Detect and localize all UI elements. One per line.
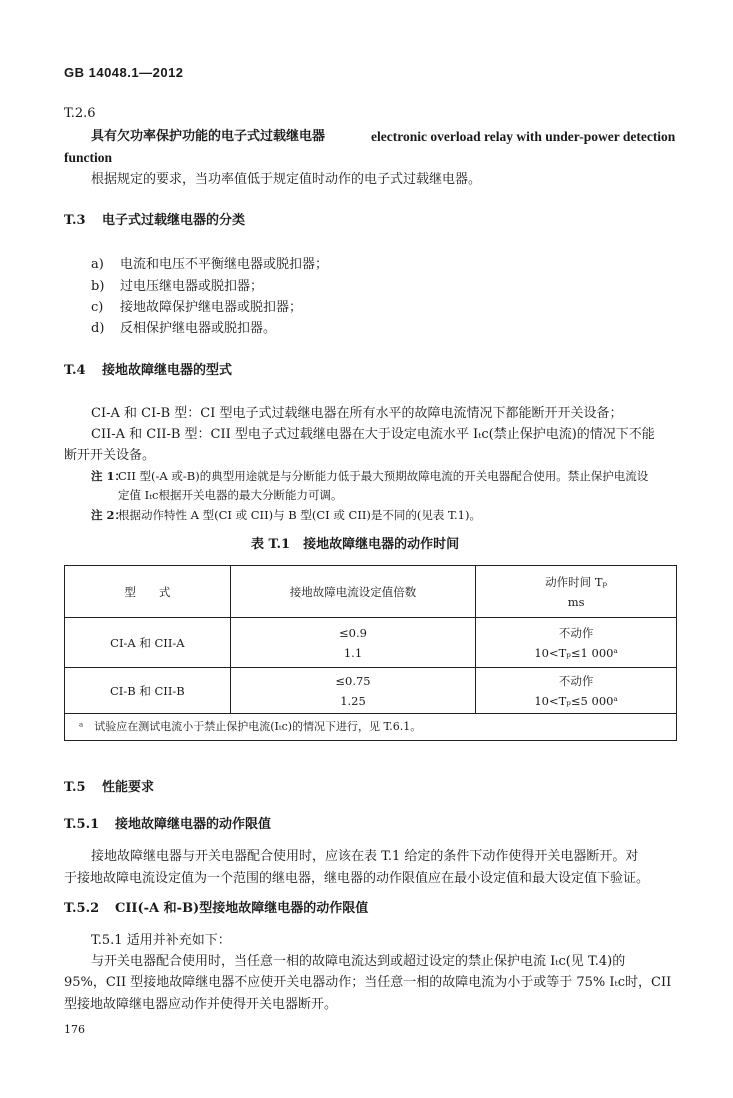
cell-time (476, 668, 677, 714)
paragraph-cont: 断开开关设备。 (64, 448, 156, 463)
term-definition: 根据规定的要求，当功率值低于规定值时动作的电子式过载继电器。 (91, 172, 482, 187)
note-text: CII 型(-A 或-B)的典型用途就是与分断能力低于最大预期故障电流的开关电器配合使用。禁止保护电流设 (118, 469, 649, 483)
table-row (65, 668, 677, 714)
header-multiple: 接地故障电流设定值倍数 (230, 566, 476, 618)
paragraph-cont: 95%，CII 型接地故障继电器不应使开关电器动作；当任意一相的故障电流为小于或等于 75% Iₜc时，CII (64, 975, 672, 990)
paragraph: CI-A 和 CI-B 型：CI 型电子式过载继电器在所有水平的故障电流情况下都能断开开关设备； (91, 406, 623, 421)
section-number-t3: T.3 (64, 213, 86, 228)
operating-time-table (64, 565, 677, 741)
list-item: 接地故障保护继电器或脱扣器； (120, 300, 303, 315)
section-number-t26: T.2.6 (64, 106, 96, 121)
cell-time (476, 618, 677, 668)
cell-multiple-line: ≤0.9 (339, 625, 367, 640)
section-title-t5: 性能要求 (102, 780, 155, 795)
section-title-t4: 接地故障继电器的型式 (102, 363, 233, 378)
section-title-t52: CII(-A 和-B)型接地故障继电器的动作限值 (115, 901, 369, 916)
table-footnote: ᵃ 试验应在测试电流小于禁止保护电流(Iₜc)的情况下进行，见 T.6.1。 (65, 714, 677, 741)
section-number-t51: T.5.1 (64, 817, 100, 832)
list-item-marker: c) (91, 300, 104, 315)
section-number-t5: T.5 (64, 780, 86, 795)
cell-time-line: 不动作 (558, 673, 594, 688)
table-row (65, 618, 677, 668)
note-label: 注 1： (91, 469, 127, 483)
header-time-label: 动作时间 Tₚ (545, 574, 608, 589)
header-time-unit: ms (567, 594, 585, 609)
list-item: 反相保护继电器或脱扣器。 (120, 321, 277, 336)
term-title-en-cont: function (64, 150, 113, 165)
paragraph: CII-A 和 CII-B 型：CII 型电子式过载继电器在大于设定电流水平 Iₜc(禁止保护电流)的情况下不能 (91, 427, 655, 442)
paragraph-cont: 型接地故障继电器应动作并使得开关电器断开。 (64, 997, 338, 1012)
header-type: 型 式 (65, 566, 231, 618)
section-number-t52: T.5.2 (64, 901, 100, 916)
section-title-t51: 接地故障继电器的动作限值 (115, 817, 272, 832)
cell-multiple (230, 668, 476, 714)
cell-type: CI-A 和 CII-A (65, 618, 231, 668)
note-text: 根据动作特性 A 型(CI 或 CII)与 B 型(CI 或 CII)是不同的(见表 T.1)。 (118, 508, 481, 522)
page-number: 176 (64, 1023, 85, 1036)
list-item-marker: b) (91, 279, 105, 294)
note-text-cont: 定值 Iₜc根据开关电器的最大分断能力可调。 (118, 488, 343, 502)
list-item: 过电压继电器或脱扣器； (120, 279, 264, 294)
cell-time-line: 不动作 (558, 625, 594, 640)
cell-multiple (230, 618, 476, 668)
cell-type: CI-B 和 CII-B (65, 668, 231, 714)
standard-code: GB 14048.1—2012 (64, 65, 184, 80)
paragraph-cont: 于接地故障电流设定值为一个范围的继电器，继电器的动作限值应在最小设定值和最大设定值下验证。 (64, 871, 650, 886)
paragraph: 与开关电器配合使用时，当任意一相的故障电流达到或超过设定的禁止保护电流 Iₜc(见 T.4)的 (91, 954, 626, 969)
cell-time-line: 10<Tₚ≤1 000ᵃ (534, 645, 618, 660)
cell-multiple-line: 1.1 (343, 645, 363, 660)
table-caption: 表 T.1 接地故障继电器的动作时间 (251, 537, 460, 552)
list-item-marker: d) (91, 321, 105, 336)
paragraph: T.5.1 适用并补充如下： (91, 933, 231, 948)
list-item: 电流和电压不平衡继电器或脱扣器； (120, 257, 329, 272)
note-label: 注 2： (91, 508, 127, 522)
table-header-row (65, 566, 677, 618)
table-footnote-row (65, 714, 677, 741)
term-title-cn: 具有欠功率保护功能的电子式过载继电器 (91, 129, 326, 144)
list-item-marker: a) (91, 257, 104, 272)
term-title-en: electronic overload relay with under-power detection (371, 129, 676, 144)
cell-multiple-line: 1.25 (340, 693, 366, 708)
cell-multiple-line: ≤0.75 (335, 673, 371, 688)
paragraph: 接地故障继电器与开关电器配合使用时，应该在表 T.1 给定的条件下动作使得开关电器断开。对 (91, 849, 639, 864)
section-number-t4: T.4 (64, 363, 86, 378)
header-time (476, 566, 677, 618)
cell-time-line: 10<Tₚ≤5 000ᵃ (534, 693, 618, 708)
section-title-t3: 电子式过载继电器的分类 (102, 213, 246, 228)
